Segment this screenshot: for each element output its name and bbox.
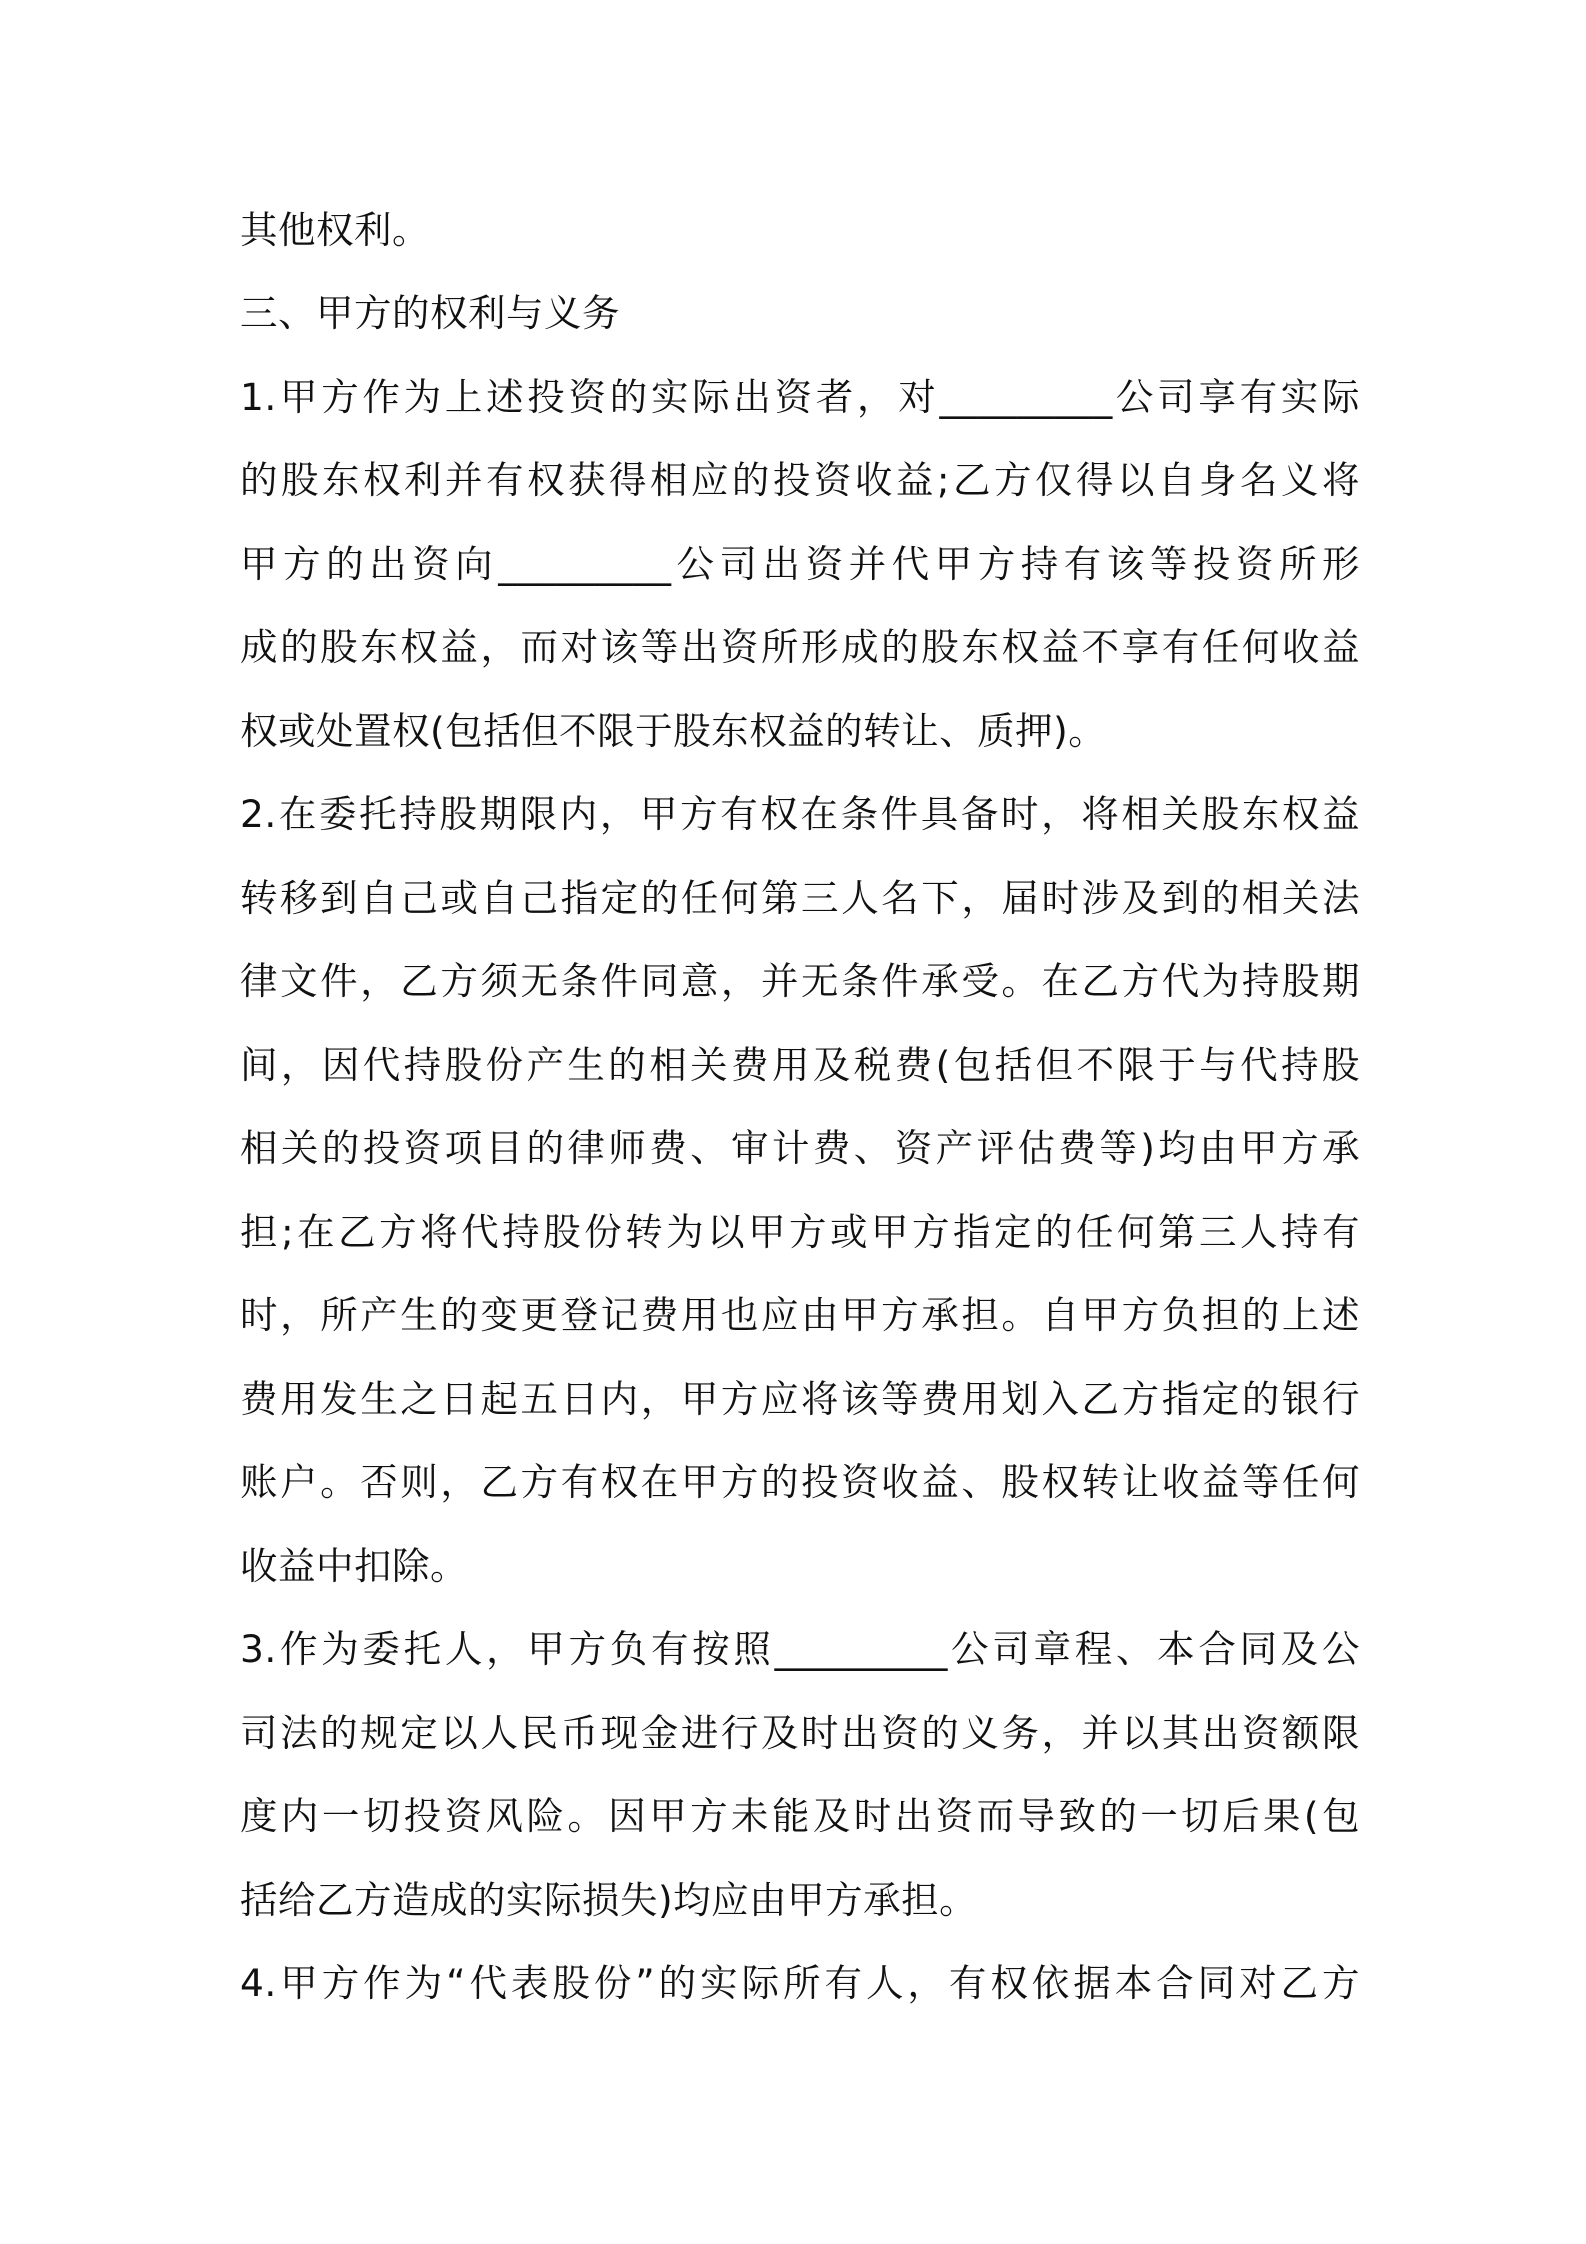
text-line: 其他权利。 bbox=[240, 208, 430, 252]
text-line: 2.在委托持股期限内，甲方有权在条件具备时，将相关股东权益 bbox=[240, 792, 1360, 836]
text-line: 1.甲方作为上述投资的实际出资者，对_________公司享有实际 bbox=[240, 375, 1360, 419]
section-heading: 三、甲方的权利与义务 bbox=[240, 291, 620, 335]
text-line: 费用发生之日起五日内，甲方应将该等费用划入乙方指定的银行 bbox=[240, 1377, 1360, 1421]
text-line: 3.作为委托人，甲方负有按照_________公司章程、本合同及公 bbox=[240, 1627, 1360, 1671]
text-line: 度内一切投资风险。因甲方未能及时出资而导致的一切后果(包 bbox=[240, 1794, 1360, 1838]
text-line: 律文件，乙方须无条件同意，并无条件承受。在乙方代为持股期 bbox=[240, 959, 1360, 1003]
text-line: 转移到自己或自己指定的任何第三人名下，届时涉及到的相关法 bbox=[240, 876, 1360, 920]
text-line: 括给乙方造成的实际损失)均应由甲方承担。 bbox=[240, 1878, 978, 1922]
text-line: 成的股东权益，而对该等出资所形成的股东权益不享有任何收益 bbox=[240, 625, 1360, 669]
text-line: 司法的规定以人民币现金进行及时出资的义务，并以其出资额限 bbox=[240, 1711, 1360, 1755]
text-line: 间，因代持股份产生的相关费用及税费(包括但不限于与代持股 bbox=[240, 1043, 1360, 1087]
text-line: 收益中扣除。 bbox=[240, 1544, 468, 1588]
text-line: 账户。否则，乙方有权在甲方的投资收益、股权转让收益等任何 bbox=[240, 1460, 1360, 1504]
text-line: 权或处置权(包括但不限于股东权益的转让、质押)。 bbox=[240, 709, 1107, 753]
text-line: 相关的投资项目的律师费、审计费、资产评估费等)均由甲方承 bbox=[240, 1126, 1360, 1170]
text-line: 时，所产生的变更登记费用也应由甲方承担。自甲方负担的上述 bbox=[240, 1293, 1360, 1337]
text-line: 甲方的出资向_________公司出资并代甲方持有该等投资所形 bbox=[240, 542, 1360, 586]
text-line: 的股东权利并有权获得相应的投资收益;乙方仅得以自身名义将 bbox=[240, 458, 1360, 502]
text-line: 担;在乙方将代持股份转为以甲方或甲方指定的任何第三人持有 bbox=[240, 1210, 1360, 1254]
text-line: 4.甲方作为“代表股份”的实际所有人，有权依据本合同对乙方 bbox=[240, 1961, 1360, 2005]
